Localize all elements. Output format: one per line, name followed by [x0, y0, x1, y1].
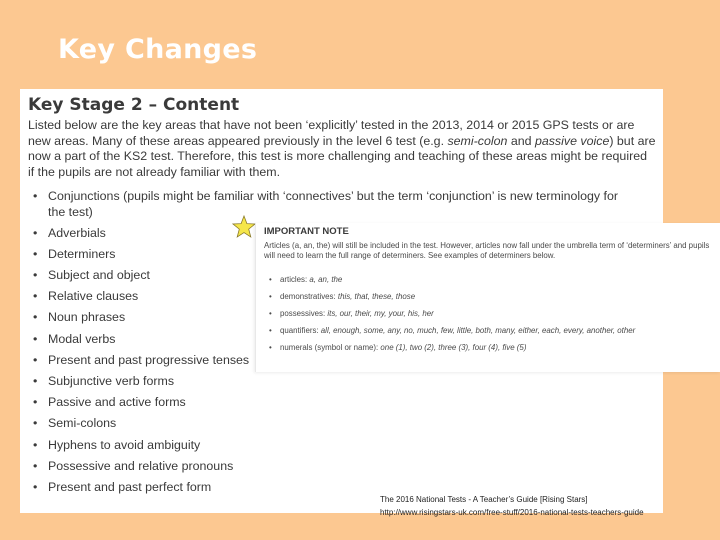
star-icon [232, 215, 256, 239]
topic-item: • Conjunctions (pupils might be familiar with ‘connectives’ but the term ‘conjunction’ is new terminology for the test) [28, 189, 618, 220]
determiner-examples: its, our, their, my, your, his, her [327, 308, 434, 318]
determiner-label: articles: [280, 275, 310, 284]
topic-item: • Subject and object [28, 268, 638, 284]
intro-text-2: and [507, 133, 535, 148]
intro-paragraph [28, 118, 656, 181]
topic-item: • Subjunctive verb forms [28, 374, 638, 390]
topic-item: • Noun phrases [28, 310, 638, 326]
topic-item: • Adverbials [28, 226, 638, 242]
determiner-label: possessives: [280, 308, 328, 318]
determiner-examples: this, that, these, those [337, 291, 416, 301]
intro-emphasis-2: passive voice [534, 133, 610, 148]
topic-item: • Modal verbs [28, 332, 638, 348]
citation-url[interactable]: http://www.risingstars-uk.com/free-stuff/2016-national-tests-teachers-guide [380, 507, 644, 517]
important-note-box [255, 223, 720, 372]
topic-item: • Present and past progressive tenses [28, 353, 638, 369]
intro-emphasis-1: semi-colon [447, 133, 508, 148]
determiner-item [264, 275, 712, 285]
determiner-item [264, 326, 712, 336]
citation-title: The 2016 National Tests - A Teacher’s Guide [Rising Stars] [380, 495, 588, 504]
intro-text-3: ) but are now a part of the KS2 test. Therefore, this test is more challenging and teaching of these areas might be required if the pupils are not already familiar with them. [28, 133, 656, 180]
intro-text-1: Listed below are the key areas that have not been ‘explicitly’ tested in the 2013, 2014 or 2015 GPS tests or are new areas. Many of these areas appeared previously in the level 6 test (e.g. [28, 118, 635, 148]
topic-item: • Hyphens to avoid ambiguity [28, 438, 638, 454]
determiner-item [264, 343, 712, 353]
topic-item: • Semi-colons [28, 416, 638, 432]
topic-item: • Determiners [28, 247, 638, 263]
determiner-examples: a, an, the [309, 275, 343, 284]
topic-item: • Possessive and relative pronouns [28, 459, 638, 475]
note-text: Articles (a, an, the) will still be included in the test. However, articles now fall under the umbrella term of ‘determiners’ and pupils will need to learn the full range of determiners. See examples of determiners below. [264, 241, 710, 261]
determiner-label: quantifiers: [280, 325, 321, 335]
topic-item: • Relative clauses [28, 289, 638, 305]
determiner-item [264, 292, 712, 302]
determiner-examples-list [264, 275, 712, 359]
slide-title: Key Changes [58, 34, 258, 65]
determiner-label: numerals (symbol or name): [280, 342, 381, 352]
determiner-label: demonstratives: [280, 291, 338, 301]
determiner-item [264, 309, 712, 319]
note-heading: IMPORTANT NOTE [264, 226, 349, 237]
source-citation [380, 494, 710, 519]
panel-heading: Key Stage 2 – Content [28, 95, 240, 115]
topic-item: • Passive and active forms [28, 395, 638, 411]
determiner-examples: all, enough, some, any, no, much, few, little, both, many, either, each, every, another, other [320, 325, 636, 335]
determiner-examples: one (1), two (2), three (3), four (4), five (5) [380, 342, 527, 352]
topic-item: • Present and past perfect form [28, 480, 638, 496]
